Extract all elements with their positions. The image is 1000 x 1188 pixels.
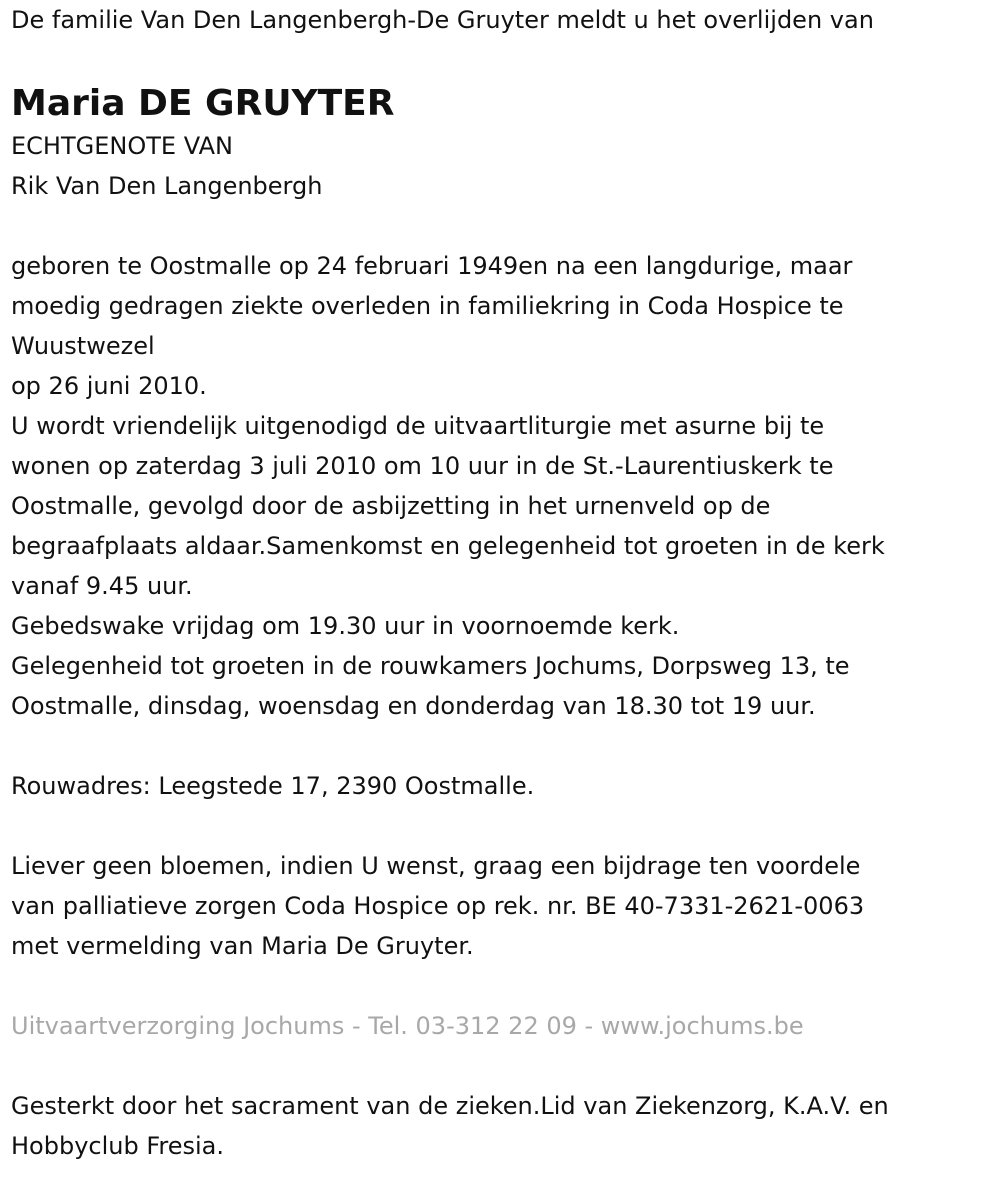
spacer: [11, 726, 991, 766]
spacer: [11, 806, 991, 846]
funeral-line: Oostmalle, gevolgd door de asbijzetting in het urnenveld op de: [11, 492, 771, 520]
relation-label: ECHTGENOTE VAN: [11, 132, 233, 160]
spouse-name: Rik Van Den Langenbergh: [11, 172, 323, 200]
donation-line: met vermelding van Maria De Gruyter.: [11, 932, 474, 960]
vigil-line: Gebedswake vrijdag om 19.30 uur in voornoemde kerk.: [11, 612, 680, 640]
closing-line: Gesterkt door het sacrament van de zieken.Lid van Ziekenzorg, K.A.V. en: [11, 1092, 889, 1120]
spacer: [11, 40, 991, 80]
birth-death-line: op 26 juni 2010.: [11, 372, 207, 400]
funeral-line: U wordt vriendelijk uitgenodigd de uitvaartliturgie met asurne bij te: [11, 412, 825, 440]
deceased-name: Maria DE GRUYTER: [11, 83, 395, 124]
spacer: [11, 206, 991, 246]
visitation-line: Oostmalle, dinsdag, woensdag en donderdag van 18.30 tot 19 uur.: [11, 692, 816, 720]
spacer: [11, 1046, 991, 1086]
funeral-line: wonen op zaterdag 3 juli 2010 om 10 uur in de St.-Laurentiuskerk te: [11, 452, 834, 480]
birth-death-line: moedig gedragen ziekte overleden in familiekring in Coda Hospice te: [11, 292, 844, 320]
spacer: [11, 966, 991, 1006]
mourning-address: Rouwadres: Leegstede 17, 2390 Oostmalle.: [11, 772, 535, 800]
visitation-line: Gelegenheid tot groeten in de rouwkamers Jochums, Dorpsweg 13, te: [11, 652, 850, 680]
donation-line: van palliatieve zorgen Coda Hospice op rek. nr. BE 40-7331-2621-0063: [11, 892, 865, 920]
birth-death-line: geboren te Oostmalle op 24 februari 1949en na een langdurige, maar: [11, 252, 853, 280]
intro-text: De familie Van Den Langenbergh-De Gruyter meldt u het overlijden van: [11, 6, 874, 34]
closing-line: Hobbyclub Fresia.: [11, 1132, 225, 1160]
donation-line: Liever geen bloemen, indien U wenst, graag een bijdrage ten voordele: [11, 852, 861, 880]
funeral-line: vanaf 9.45 uur.: [11, 572, 193, 600]
undertaker-credit: Uitvaartverzorging Jochums - Tel. 03-312 22 09 - www.jochums.be: [11, 1012, 804, 1040]
birth-death-line: Wuustwezel: [11, 332, 155, 360]
death-notice: [11, 0, 991, 1166]
funeral-line: begraafplaats aldaar.Samenkomst en gelegenheid tot groeten in de kerk: [11, 532, 885, 560]
